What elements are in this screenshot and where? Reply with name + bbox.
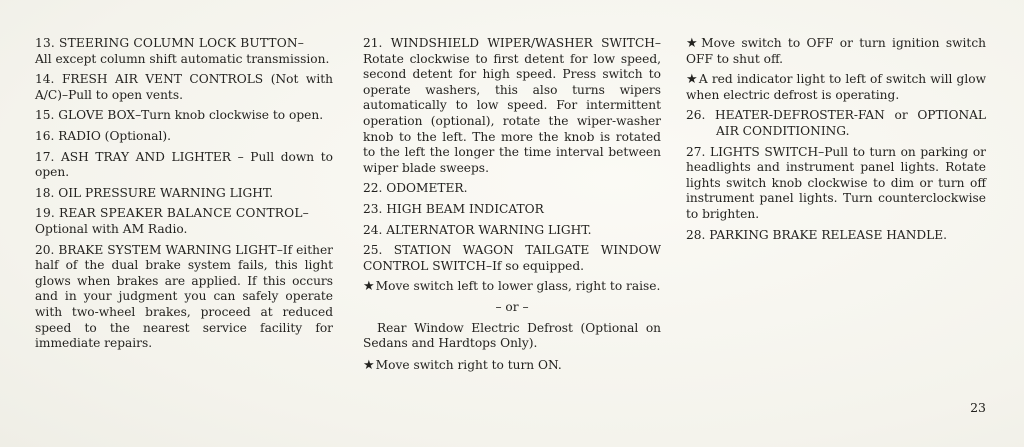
column-left — [35, 36, 333, 357]
star-icon: ★ — [686, 36, 701, 51]
item-16: 16. RADIO (Optional). — [35, 128, 172, 143]
or-separator: – or – — [495, 299, 529, 314]
note-25b: ★Move switch right to turn ON. — [363, 357, 562, 373]
item-14: 14. FRESH AIR VENT CONTROLS (Not with A/C)–Pull to open vents. — [35, 72, 333, 102]
item-21: 21. WINDSHIELD WIPER/WASHER SWITCH– Rotate clockwise to first detent for low speed, second detent for high speed. Press switch to operate washers, this also turns wipers automatically to low speed. For intermittent operation (optional), rotate the wiper-washer knob to the left. The more the knob is rotated to the left the longer the time interval between wiper blade sweeps. — [363, 36, 661, 175]
item-15: 15. GLOVE BOX–Turn knob clockwise to open. — [35, 108, 324, 123]
star-icon: ★ — [686, 72, 698, 88]
item-22: 22. ODOMETER. — [363, 181, 468, 196]
star-icon: ★ — [363, 357, 375, 373]
item-24: 24. ALTERNATOR WARNING LIGHT. — [363, 222, 592, 237]
item-28: 28. PARKING BRAKE RELEASE HANDLE. — [686, 227, 948, 242]
item-13: 13. STEERING COLUMN LOCK BUTTON– All except column shift automatic transmission. — [35, 36, 330, 66]
item-26: 26. HEATER-DEFROSTER-FAN or OPTIONAL AIR CONDITIONING. — [686, 108, 986, 138]
item-17: 17. ASH TRAY AND LIGHTER – Pull down to open. — [35, 149, 333, 180]
page-number: 23 — [970, 400, 986, 415]
item-20: 20. BRAKE SYSTEM WARNING LIGHT–If either half of the dual brake system fails, this light glows when brakes are applied. If this occurs and in your judgment you can safely operate with two-wheel brakes, proceed at reduced speed to the nearest service facility for immediate repairs. — [35, 242, 333, 351]
column-right — [686, 36, 986, 248]
item-23: 23. HIGH BEAM INDICATOR — [363, 201, 544, 216]
note-defrost-indicator: ★A red indicator light to left of switch will glow when electric defrost is operating. — [686, 72, 987, 102]
item-25: 25. STATION WAGON TAILGATE WINDOW CONTROL SWITCH–If so equipped. — [363, 243, 661, 273]
note-defrost-off: ★Move switch to OFF or turn ignition switch OFF to shut off. — [686, 36, 986, 66]
item-27: 27. LIGHTS SWITCH–Pull to turn on parking or headlights and instrument panel lights. Rotate lights switch knob clockwise to dim or turn off instrument panel lights. Turn counterclockwise to brighten. — [686, 144, 986, 221]
star-icon: ★ — [363, 279, 375, 295]
item-19: 19. REAR SPEAKER BALANCE CONTROL– Optional with AM Radio. — [35, 206, 309, 236]
note-25a: ★Move switch left to lower glass, right to raise. — [363, 279, 661, 295]
item-18: 18. OIL PRESSURE WARNING LIGHT. — [35, 185, 274, 200]
column-middle — [363, 36, 661, 378]
defrost-heading: Rear Window Electric Defrost (Optional on Sedans and Hardtops Only). — [363, 320, 661, 351]
